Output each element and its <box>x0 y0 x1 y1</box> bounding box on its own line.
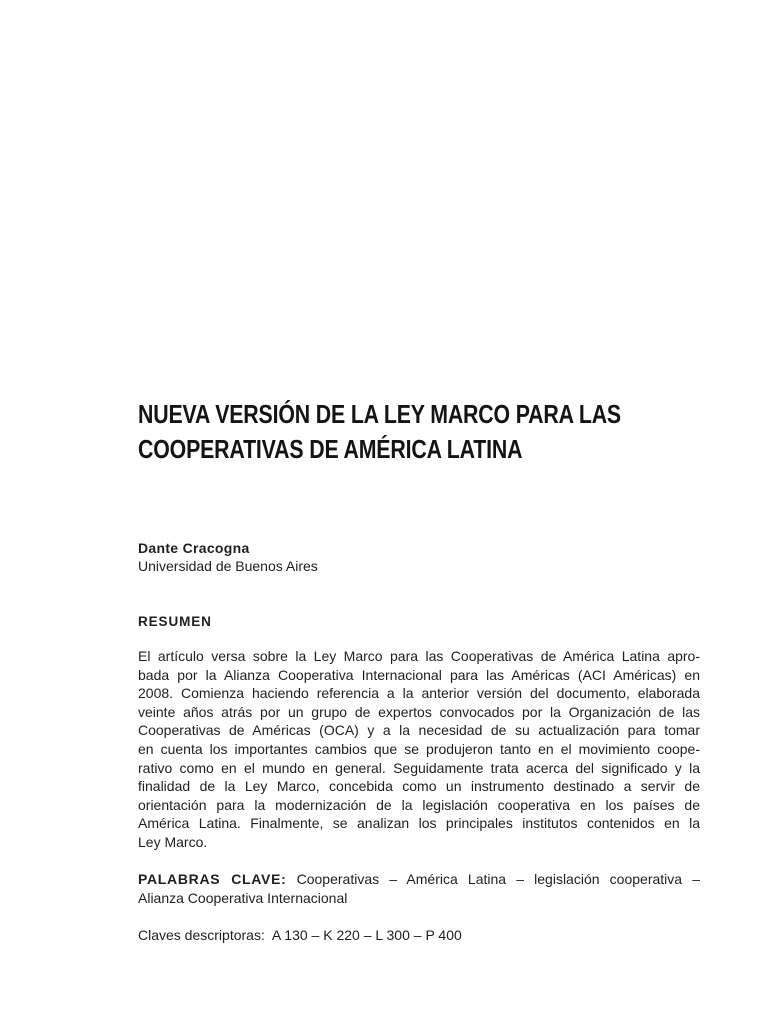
article-title-line-2: COOPERATIVAS DE AMÉRICA LATINA <box>138 434 523 464</box>
article-title <box>138 397 621 467</box>
keywords-line-1 <box>138 870 700 889</box>
keywords-line-2: Alianza Cooperativa Internacional <box>138 889 348 906</box>
abstract-heading: RESUMEN <box>138 614 212 629</box>
abstract-line: en cuenta los importantes cambios que se produjeron tanto en el movimiento coope- <box>138 740 700 757</box>
article-title-line-1: NUEVA VERSIÓN DE LA LEY MARCO PARA LAS <box>138 399 621 429</box>
abstract-line: bada por la Alianza Cooperativa Internacional para las Américas (ACI Américas) en <box>138 666 700 683</box>
abstract-line: veinte años atrás por un grupo de expertos convocados por la Organización de las <box>138 703 700 720</box>
author-affiliation: Universidad de Buenos Aires <box>138 558 318 574</box>
abstract-line: 2008. Comienza haciendo referencia a la anterior versión del documento, elaborada <box>138 685 700 702</box>
abstract-body <box>138 647 700 852</box>
keywords-block <box>138 870 700 907</box>
abstract-line: Ley Marco. <box>138 833 208 850</box>
author-name: Dante Cracogna <box>138 540 250 556</box>
abstract-line: finalidad de la Ley Marco, concebida como un instrumento destinado a servir de <box>138 778 700 795</box>
abstract-line: El artículo versa sobre la Ley Marco para las Cooperativas de América Latina apro- <box>138 648 700 664</box>
keywords-text-1: Cooperativas – América Latina – legislación cooperativa – <box>286 871 700 887</box>
abstract-line: orientación para la modernización de la legislación cooperativa en los países de <box>138 796 700 813</box>
abstract-line: América Latina. Finalmente, se analizan los principales institutos contenidos en la <box>138 815 700 832</box>
keywords-label: PALABRAS CLAVE: <box>138 871 287 887</box>
abstract-line: Cooperativas de Américas (OCA) y a la necesidad de su actualización para tomar <box>138 722 700 739</box>
descriptor-codes: Claves descriptoras: A 130 – K 220 – L 300 – P 400 <box>138 927 462 943</box>
abstract-line: rativo como en el mundo en general. Seguidamente trata acerca del significado y la <box>138 759 700 776</box>
